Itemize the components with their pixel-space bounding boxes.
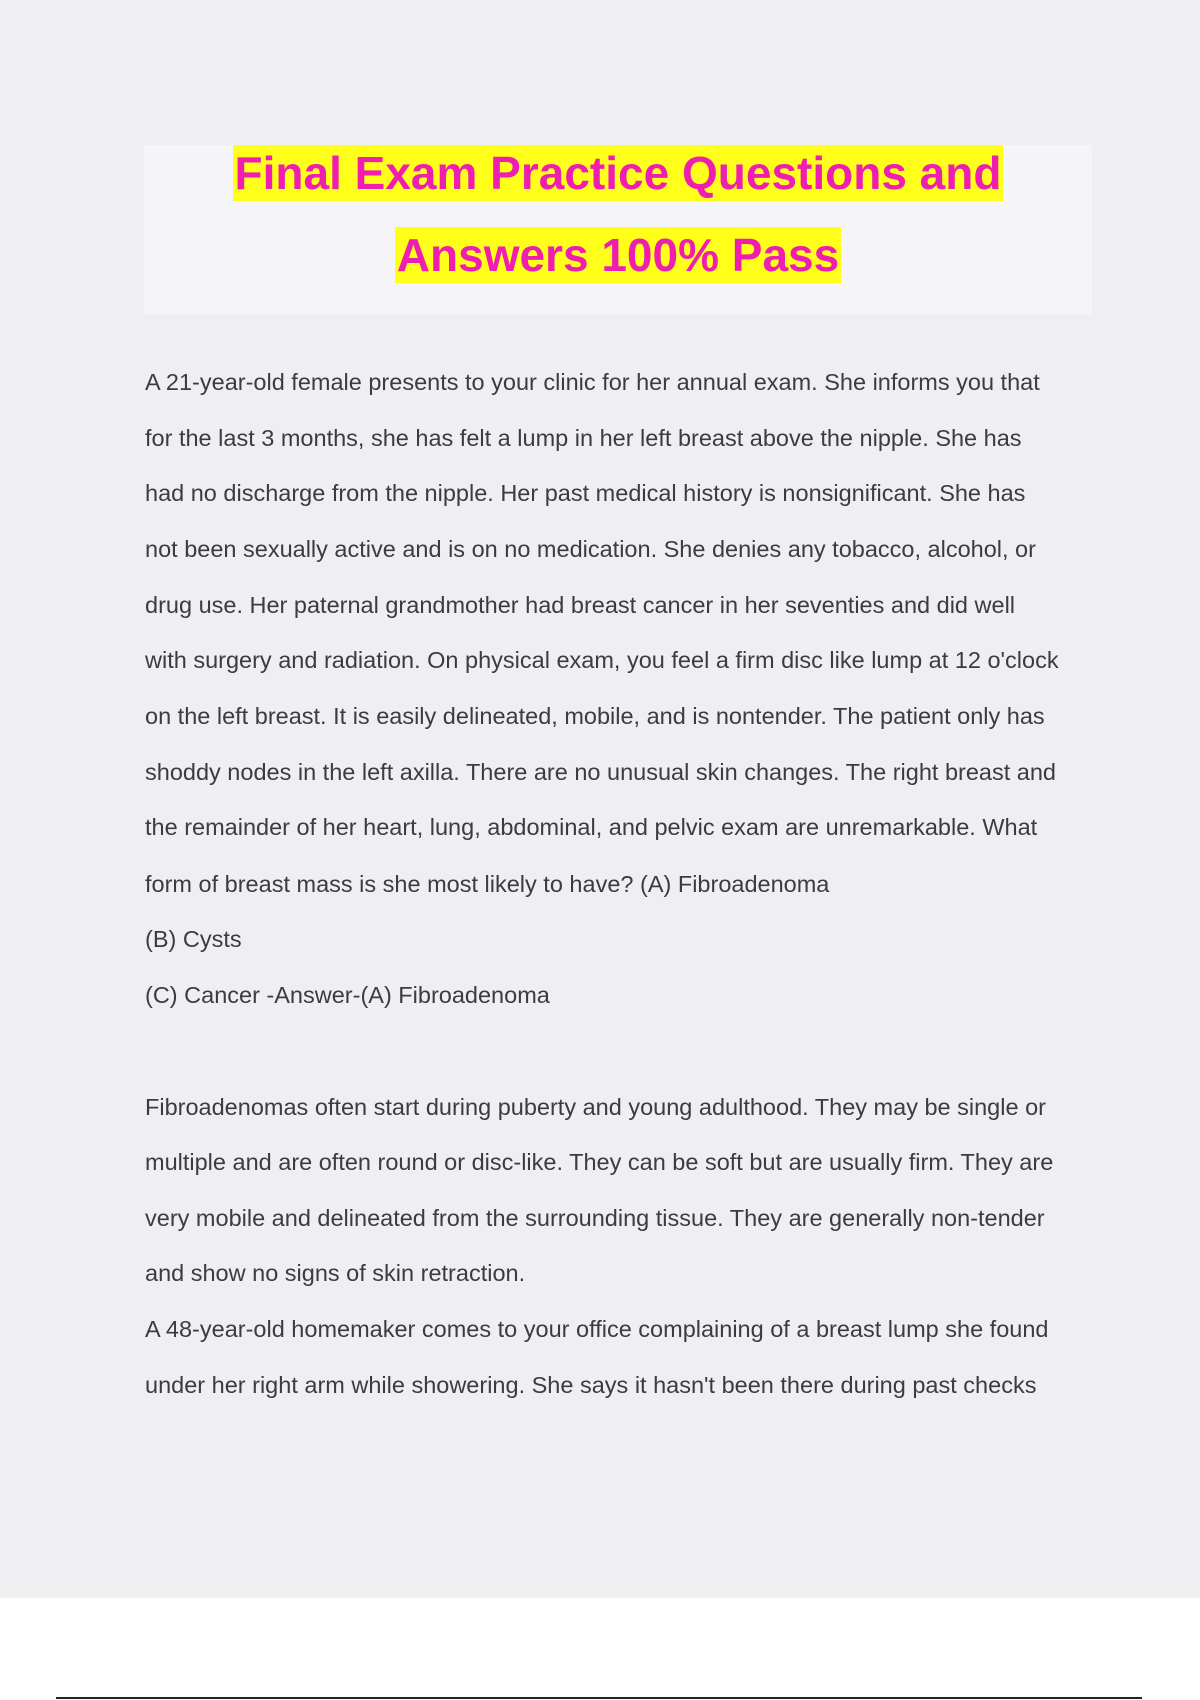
question-1-line-9: the remainder of her heart, lung, abdominal, and pelvic exam are unremarkable. What [145,814,1038,840]
explanation-line-3: very mobile and delineated from the surrounding tissue. They are generally non-tender [145,1205,1045,1231]
explanation-line-1: Fibroadenomas often start during puberty and young adulthood. They may be single or [145,1094,1046,1120]
question-2-line-2: under her right arm while showering. She says it hasn't been there during past checks [145,1372,1037,1398]
question-1-line-7: on the left breast. It is easily delineated, mobile, and is nontender. The patient only has [145,703,1045,729]
question-1-line-4: not been sexually active and is on no medication. She denies any tobacco, alcohol, or [145,536,1036,562]
title-line-1-wrap [144,145,1092,201]
question-1-line-8: shoddy nodes in the left axilla. There are no unusual skin changes. The right breast and [145,759,1056,785]
question-1-line-6: with surgery and radiation. On physical exam, you feel a firm disc like lump at 12 o'clock [145,647,1059,673]
option-b: (B) Cysts [145,926,242,952]
title-line-2: Answers 100% Pass [396,229,840,281]
question-1-line-1: A 21-year-old female presents to your clinic for her annual exam. She informs you that [145,369,1040,395]
title-line-2-wrap [144,227,1092,283]
explanation-line-2: multiple and are often round or disc-like. They can be soft but are usually firm. They are [145,1149,1054,1175]
question-1-line-10: form of breast mass is she most likely to have? (A) Fibroadenoma [145,871,830,897]
title-line-1: Final Exam Practice Questions and [234,147,1002,199]
question-1-line-3: had no discharge from the nipple. Her past medical history is nonsignificant. She has [145,480,1026,506]
question-2-line-1: A 48-year-old homemaker comes to your office complaining of a breast lump she found [145,1316,1049,1342]
option-c-answer: (C) Cancer -Answer-(A) Fibroadenoma [145,982,550,1008]
footer-rule [56,1697,1142,1699]
question-1-line-2: for the last 3 months, she has felt a lump in her left breast above the nipple. She has [145,425,1022,451]
question-1-line-5: drug use. Her paternal grandmother had breast cancer in her seventies and did well [145,592,1016,618]
explanation-line-4: and show no signs of skin retraction. [145,1260,526,1286]
title-block [144,145,1092,314]
